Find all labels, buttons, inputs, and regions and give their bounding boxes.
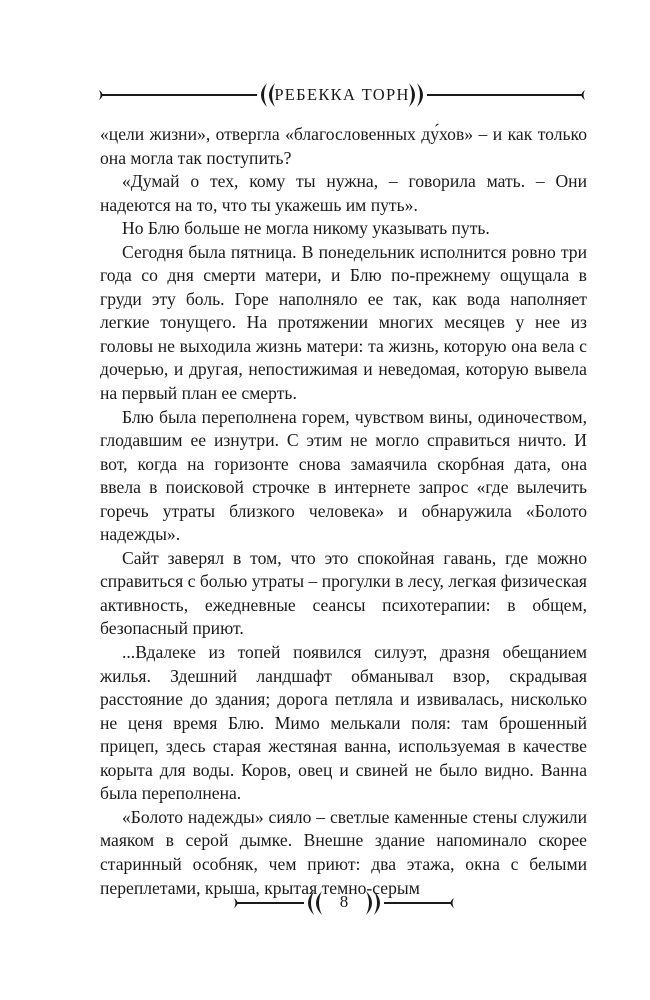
page-footer [232, 888, 456, 918]
paragraph: «Думай о тех, кому ты нужна, – говорила мать. – Они надеются на то, что ты укажешь им путь». [100, 171, 587, 215]
paragraph: Блю была переполнена горем, чувством вины, одиночеством, глодавшим ее изнутри. С этим не могло справиться ничто. И вот, когда на горизонте снова замаячила скорбная дата, она ввела в поисковой строчке в интернете запрос «где вылечить горечь утраты близкого человека» и обнаружила «Болото надежды». [100, 406, 587, 545]
paragraph: Но Блю больше не могла никому указывать путь. [122, 218, 490, 239]
page-number: 8 [339, 892, 349, 911]
paragraph: «цели жизни», отвергла «благословенных ду́хов» – и как только она могла так поступить? [100, 124, 587, 168]
paragraph: Сайт заверял в том, что это спокойная гавань, где можно справиться с болью утраты – прогулки в лесу, легкая физическая активность, ежедневные сеансы психотерапии: в общем, безопасный приют. [100, 547, 587, 639]
running-header [97, 80, 587, 110]
paragraph: Сегодня была пятница. В понедельник исполнится ровно три года со дня смерти матери, и Блю по-прежнему ощущала в груди эту боль. Горе наполняло ее так, как вода наполняет легкие тонущего. На протяжении многих месяцев у нее из головы не выходила жизнь матери: та жизнь, которую она вела с дочерью, и другая, непостижимая и неведомая, которую вывела на первый план ее смерть. [100, 241, 587, 404]
paragraph: ...Вдалеке из топей появился силуэт, дразня обещанием жилья. Здешний ландшафт обманывал взор, скрадывая расстояние до здания; дорога петляла и извивалась, нисколько не ценя время Блю. Мимо мелькали поля: там брошенный прицеп, здесь старая жестяная ванна, используемая в качестве корыта для воды. Коров, овец и свиней не было видно. Ванна была переполнена. [100, 642, 587, 804]
paragraph: «Болото надежды» сияло – светлые каменные стены служили маяком в серой дымке. Внешне здание напоминало скорее старинный особняк, чем приют: два этажа, окна с белыми переплетами, крыша, крытая темно-серым [100, 806, 587, 898]
running-title: РЕБЕККА ТОРН [274, 85, 410, 104]
body-text [100, 123, 587, 900]
